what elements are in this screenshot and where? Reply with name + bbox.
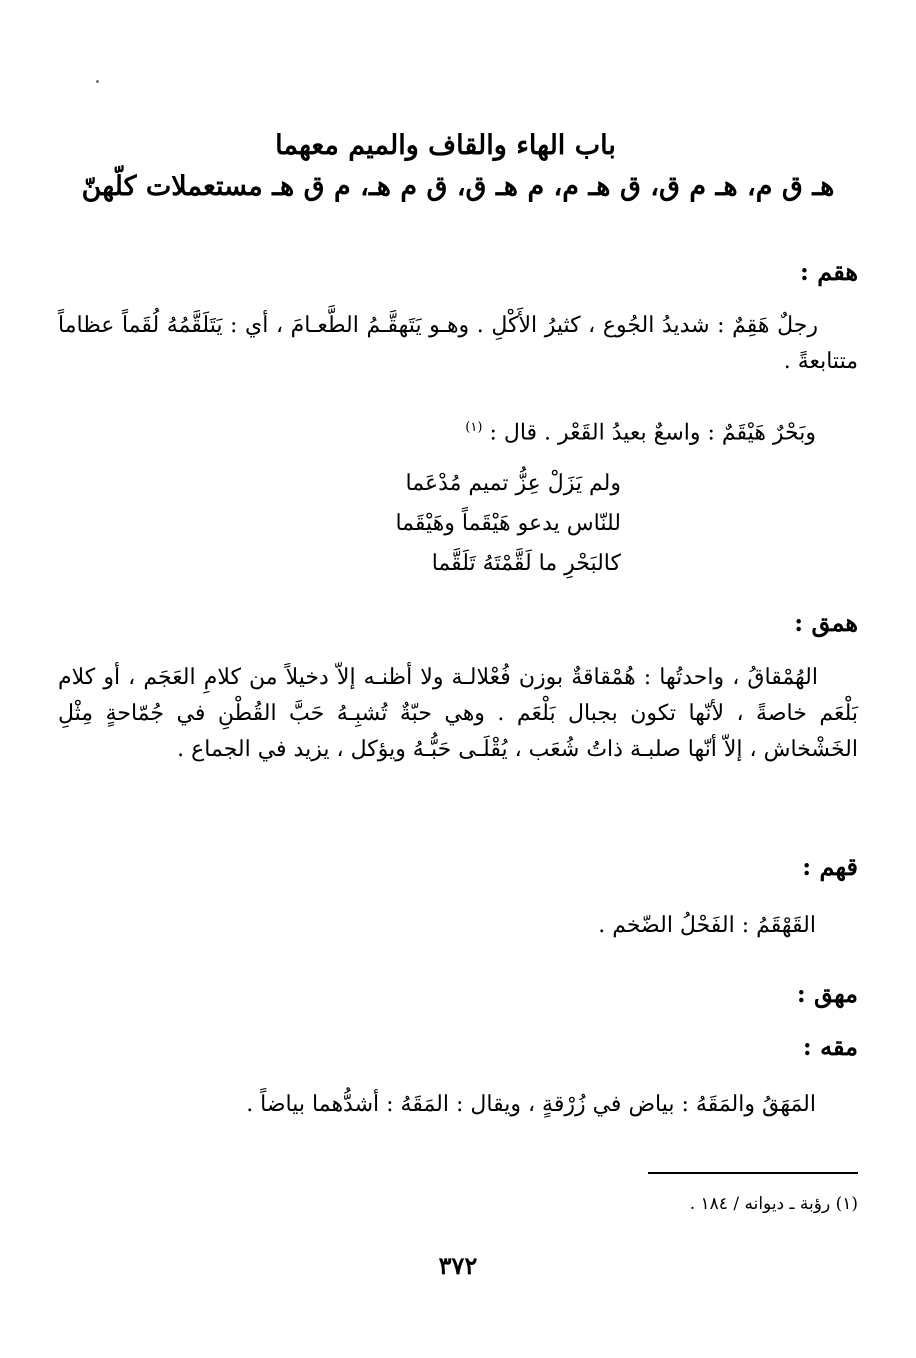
footnote-marker: (١): [465, 420, 483, 435]
entry-line-hqm-text: وبَحْرٌ هَيْقَمٌ : واسعٌ بعيدُ القَعْر . قال :: [489, 420, 816, 446]
chapter-title: باب الهاء والقاف والميم معهما: [275, 130, 616, 161]
entry-line-mqh: المَهَقُ والمَقَهُ : بياض في زُرْقةٍ ، ويقال : المَقَهُ : أشدُّهما بياضاً .: [246, 1092, 816, 1117]
entry-heading-hmq: همق :: [794, 608, 858, 637]
page-number: ٣٧٢: [438, 1251, 478, 1280]
entry-line-hqm: [465, 410, 816, 451]
entry-paragraph-hqm: رجلٌ هَقِمٌ : شديدُ الجُوع ، كثيرُ الأَكْلِ . وهـو يَتَهقَّـمُ الطَّعـامَ ، أي : يَتَلَقَّمُهُ لُقَماً عظاماً متتابعةً .: [58, 313, 858, 374]
entry-heading-hqm: هقم :: [800, 257, 858, 286]
chapter-subtitle: هـ ق م، هـ م ق، ق هـ م، م هـ ق، ق م هـ، م ق هـ مستعملات كلّهنّ: [81, 171, 835, 202]
footnote-text: (١) رؤبة ـ ديوانه / ١٨٤ .: [689, 1194, 858, 1214]
entry-heading-mhq: مهق :: [796, 979, 858, 1008]
scan-speck: [96, 80, 99, 83]
verse-line-2: للنّاس يدعو هَيْقَماً وهَيْقَما: [395, 511, 621, 536]
footnote-divider: [648, 1172, 858, 1174]
entry-heading-mqh: مقه :: [802, 1032, 858, 1061]
entry-heading-qhm: قهم :: [802, 852, 858, 881]
entry-paragraph-hmq: الهُمْقاقُ ، واحدتُها : هُمْقاقةٌ بوزن فُعْلالـة ولا أظنـه إلاّ دخيلاً من كلامِ العَجَم ، أو كلام بَلْعَم خاصةً ، لأنّها تكون بجبال بَلْعَم . وهي حبّةٌ تُشبِـهُ حَبَّ القُطْنِ في جُمّاحةٍ مِثْلِ الخَشْخاش ، إلاّ أنّها صلبـة ذاتُ شُعَب ، يُقْلَـى حَبُّـهُ ويؤكل ، يزيد في الجماع .: [58, 665, 858, 762]
verse-line-1: ولم يَزَلْ عِزُّ تميم مُدْعَما: [405, 471, 621, 496]
verse-line-3: كالبَحْرِ ما لَقَّمْتَهُ تَلَقَّما: [431, 551, 621, 576]
entry-line-qhm: القَهْقَمُ : الفَحْلُ الضّخم .: [598, 913, 816, 938]
